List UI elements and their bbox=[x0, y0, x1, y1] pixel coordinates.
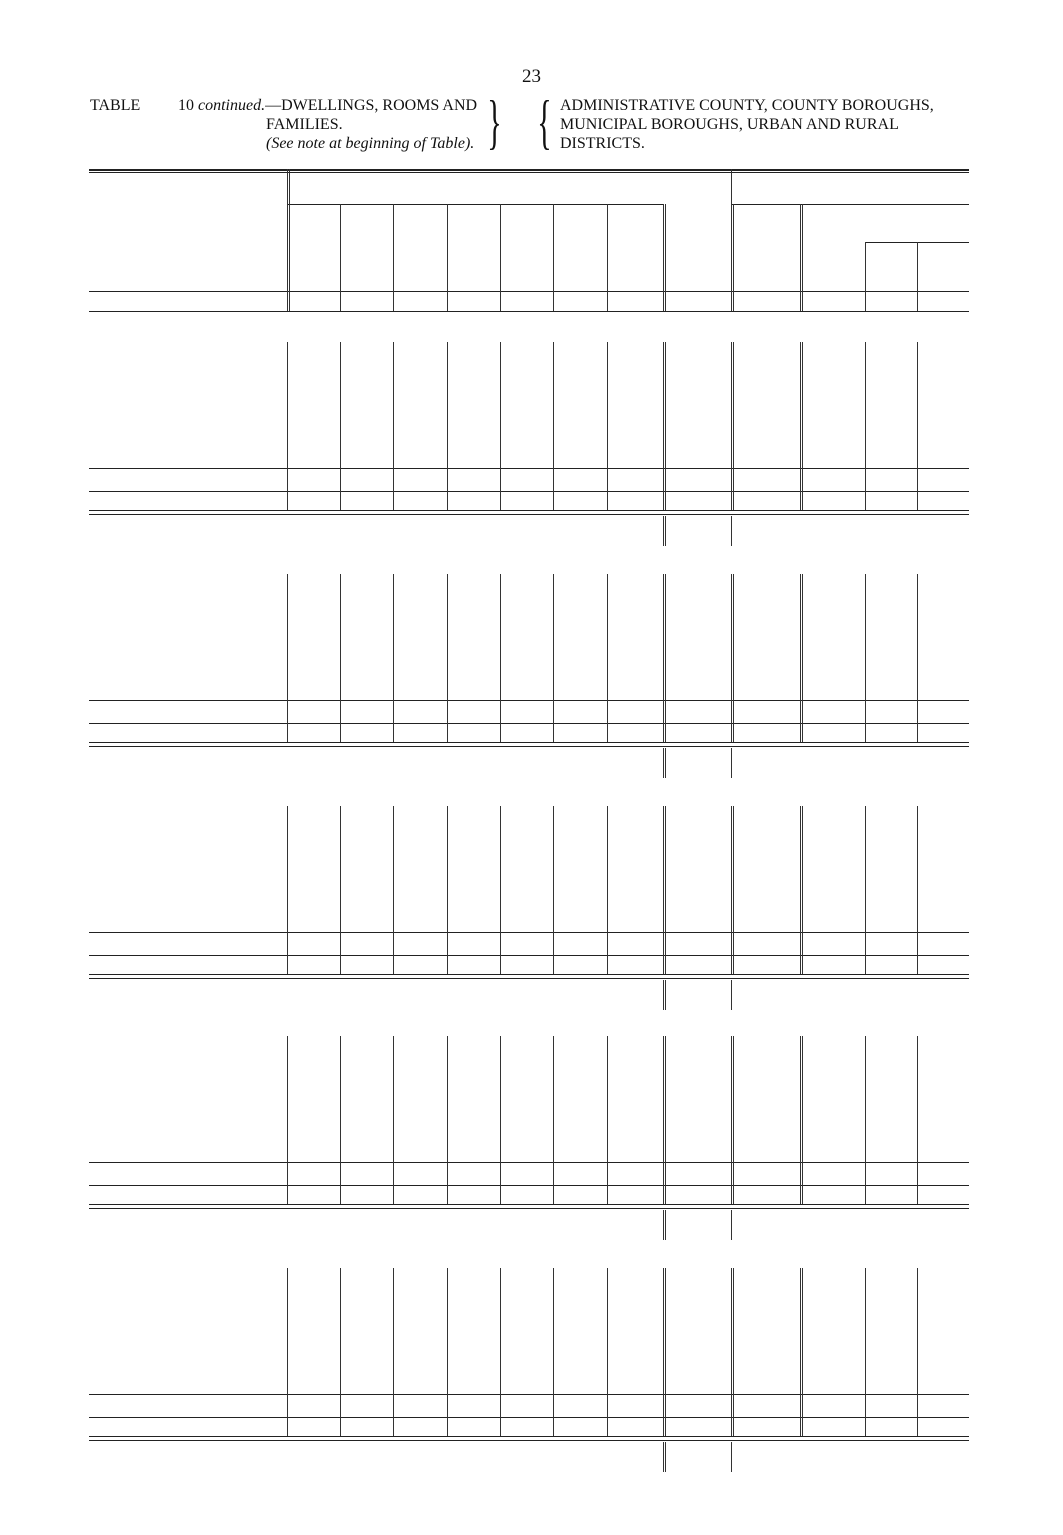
body-vline-9 bbox=[800, 342, 801, 510]
body-dbl-vline-1 bbox=[733, 342, 734, 510]
section-rule-c bbox=[89, 510, 969, 511]
misc-vline-c bbox=[731, 980, 732, 1010]
section-rule-b bbox=[89, 1185, 969, 1186]
body-dbl-vline-1 bbox=[733, 574, 734, 742]
head-vline-7 bbox=[663, 204, 664, 311]
opening-brace: { bbox=[537, 89, 552, 155]
section-rule-a bbox=[89, 932, 969, 933]
body-vline-5 bbox=[553, 574, 554, 742]
body-vline-5 bbox=[553, 1268, 554, 1436]
body-vline-10 bbox=[865, 574, 866, 742]
misc-vline-a bbox=[663, 1442, 664, 1472]
body-dbl-vline-2 bbox=[802, 342, 803, 510]
body-vline-4 bbox=[500, 342, 501, 510]
section-rule-d bbox=[89, 978, 969, 979]
misc-vline-b bbox=[665, 1442, 666, 1472]
body-vline-8 bbox=[731, 1268, 732, 1436]
body-vline-1 bbox=[340, 574, 341, 742]
body-vline-7 bbox=[663, 806, 664, 974]
body-vline-7 bbox=[663, 342, 664, 510]
section-rule-c bbox=[89, 974, 969, 975]
head-vline-4 bbox=[500, 204, 501, 311]
body-vline-4 bbox=[500, 806, 501, 974]
body-vline-3 bbox=[447, 806, 448, 974]
body-vline-0 bbox=[287, 574, 288, 742]
continued-text: continued. bbox=[198, 97, 266, 114]
body-vline-11 bbox=[917, 806, 918, 974]
body-dbl-vline-0 bbox=[665, 574, 666, 742]
body-dbl-vline-1 bbox=[733, 1268, 734, 1436]
closing-brace: } bbox=[487, 89, 502, 155]
section-rule-a bbox=[89, 468, 969, 469]
area-line2: MUNICIPAL BOROUGHS, URBAN AND RURAL bbox=[560, 116, 899, 133]
body-vline-6 bbox=[607, 342, 608, 510]
head-vline-1 bbox=[340, 204, 341, 311]
body-vline-9 bbox=[800, 1268, 801, 1436]
body-vline-2 bbox=[393, 574, 394, 742]
head-vline-8 bbox=[731, 169, 732, 311]
head-dbl-vline-1 bbox=[733, 204, 734, 311]
table-top-rule bbox=[89, 169, 969, 171]
body-vline-3 bbox=[447, 1268, 448, 1436]
body-vline-11 bbox=[917, 1036, 918, 1204]
section-rule-b bbox=[89, 955, 969, 956]
body-vline-11 bbox=[917, 1268, 918, 1436]
title-line1: —DWELLINGS, ROOMS AND bbox=[265, 97, 478, 114]
heading-underline-rooms bbox=[731, 204, 969, 205]
body-dbl-vline-0 bbox=[665, 806, 666, 974]
table-label: TABLE bbox=[90, 97, 141, 114]
area-title bbox=[560, 96, 980, 153]
table-title bbox=[90, 96, 510, 153]
head-vline-10 bbox=[865, 242, 866, 311]
body-vline-1 bbox=[340, 806, 341, 974]
body-vline-2 bbox=[393, 342, 394, 510]
body-vline-7 bbox=[663, 574, 664, 742]
area-line3: DISTRICTS. bbox=[560, 135, 645, 152]
head-vline-11 bbox=[917, 242, 918, 311]
body-vline-8 bbox=[731, 806, 732, 974]
body-vline-1 bbox=[340, 342, 341, 510]
body-vline-2 bbox=[393, 1268, 394, 1436]
head-vline-9 bbox=[800, 204, 801, 311]
body-dbl-vline-1 bbox=[733, 806, 734, 974]
section-rule-d bbox=[89, 746, 969, 747]
body-vline-8 bbox=[731, 574, 732, 742]
section-rule-c bbox=[89, 1204, 969, 1205]
head-dbl-vline-2 bbox=[802, 204, 803, 311]
body-vline-10 bbox=[865, 806, 866, 974]
body-vline-0 bbox=[287, 342, 288, 510]
body-vline-5 bbox=[553, 342, 554, 510]
area-line1: ADMINISTRATIVE COUNTY, COUNTY BOROUGHS, bbox=[560, 97, 934, 114]
body-vline-6 bbox=[607, 1268, 608, 1436]
section-rule-b bbox=[89, 1417, 969, 1418]
table-number: 10 bbox=[178, 97, 194, 114]
misc-vline-c bbox=[731, 516, 732, 546]
section-rule-d bbox=[89, 1208, 969, 1209]
body-dbl-vline-2 bbox=[802, 574, 803, 742]
head-vline-2 bbox=[393, 204, 394, 311]
body-vline-4 bbox=[500, 1036, 501, 1204]
body-vline-0 bbox=[287, 1268, 288, 1436]
body-vline-9 bbox=[800, 574, 801, 742]
title-line2: FAMILIES. bbox=[266, 116, 343, 133]
body-vline-2 bbox=[393, 1036, 394, 1204]
body-vline-2 bbox=[393, 806, 394, 974]
body-dbl-vline-0 bbox=[665, 1268, 666, 1436]
body-vline-10 bbox=[865, 1268, 866, 1436]
head-vline-3 bbox=[447, 204, 448, 311]
body-vline-8 bbox=[731, 1036, 732, 1204]
body-vline-7 bbox=[663, 1036, 664, 1204]
section-rule-c bbox=[89, 742, 969, 743]
misc-vline-b bbox=[665, 1210, 666, 1240]
body-vline-5 bbox=[553, 806, 554, 974]
body-vline-10 bbox=[865, 342, 866, 510]
body-vline-3 bbox=[447, 1036, 448, 1204]
body-vline-5 bbox=[553, 1036, 554, 1204]
letters-bottom-rule bbox=[89, 311, 969, 312]
section-rule-a bbox=[89, 700, 969, 701]
section-rule-c bbox=[89, 1436, 969, 1437]
body-vline-6 bbox=[607, 1036, 608, 1204]
body-vline-9 bbox=[800, 806, 801, 974]
section-rule-b bbox=[89, 491, 969, 492]
misc-vline-b bbox=[665, 980, 666, 1010]
body-vline-4 bbox=[500, 574, 501, 742]
head-vline-5 bbox=[553, 204, 554, 311]
body-dbl-vline-2 bbox=[802, 1268, 803, 1436]
body-vline-1 bbox=[340, 1268, 341, 1436]
misc-vline-c bbox=[731, 748, 732, 778]
body-vline-0 bbox=[287, 806, 288, 974]
head-bottom-rule bbox=[89, 291, 969, 292]
body-vline-6 bbox=[607, 806, 608, 974]
section-rule-d bbox=[89, 1440, 969, 1441]
body-vline-3 bbox=[447, 574, 448, 742]
body-dbl-vline-2 bbox=[802, 1036, 803, 1204]
head-vline-left bbox=[289, 169, 290, 311]
misc-vline-a bbox=[663, 980, 664, 1010]
misc-vline-c bbox=[731, 1442, 732, 1472]
page-number: 23 bbox=[522, 66, 541, 87]
body-vline-7 bbox=[663, 1268, 664, 1436]
body-vline-1 bbox=[340, 1036, 341, 1204]
section-rule-d bbox=[89, 514, 969, 515]
body-dbl-vline-1 bbox=[733, 1036, 734, 1204]
body-dbl-vline-0 bbox=[665, 1036, 666, 1204]
body-dbl-vline-0 bbox=[665, 342, 666, 510]
body-vline-11 bbox=[917, 342, 918, 510]
body-vline-6 bbox=[607, 574, 608, 742]
misc-vline-b bbox=[665, 748, 666, 778]
head-vline-6 bbox=[607, 204, 608, 311]
section-rule-a bbox=[89, 1394, 969, 1395]
body-vline-0 bbox=[287, 1036, 288, 1204]
body-vline-3 bbox=[447, 342, 448, 510]
head-dbl-vline-0 bbox=[665, 204, 666, 311]
section-rule-b bbox=[89, 723, 969, 724]
title-note: (See note at beginning of Table). bbox=[266, 135, 475, 152]
body-vline-4 bbox=[500, 1268, 501, 1436]
misc-vline-b bbox=[665, 516, 666, 546]
body-vline-11 bbox=[917, 574, 918, 742]
misc-vline-a bbox=[663, 1210, 664, 1240]
misc-vline-a bbox=[663, 748, 664, 778]
misc-vline-a bbox=[663, 516, 664, 546]
body-vline-10 bbox=[865, 1036, 866, 1204]
body-vline-8 bbox=[731, 342, 732, 510]
body-dbl-vline-2 bbox=[802, 806, 803, 974]
section-rule-a bbox=[89, 1162, 969, 1163]
body-vline-9 bbox=[800, 1036, 801, 1204]
head-vline-0 bbox=[287, 169, 288, 311]
table-top-rule-2 bbox=[89, 172, 969, 173]
misc-vline-c bbox=[731, 1210, 732, 1240]
